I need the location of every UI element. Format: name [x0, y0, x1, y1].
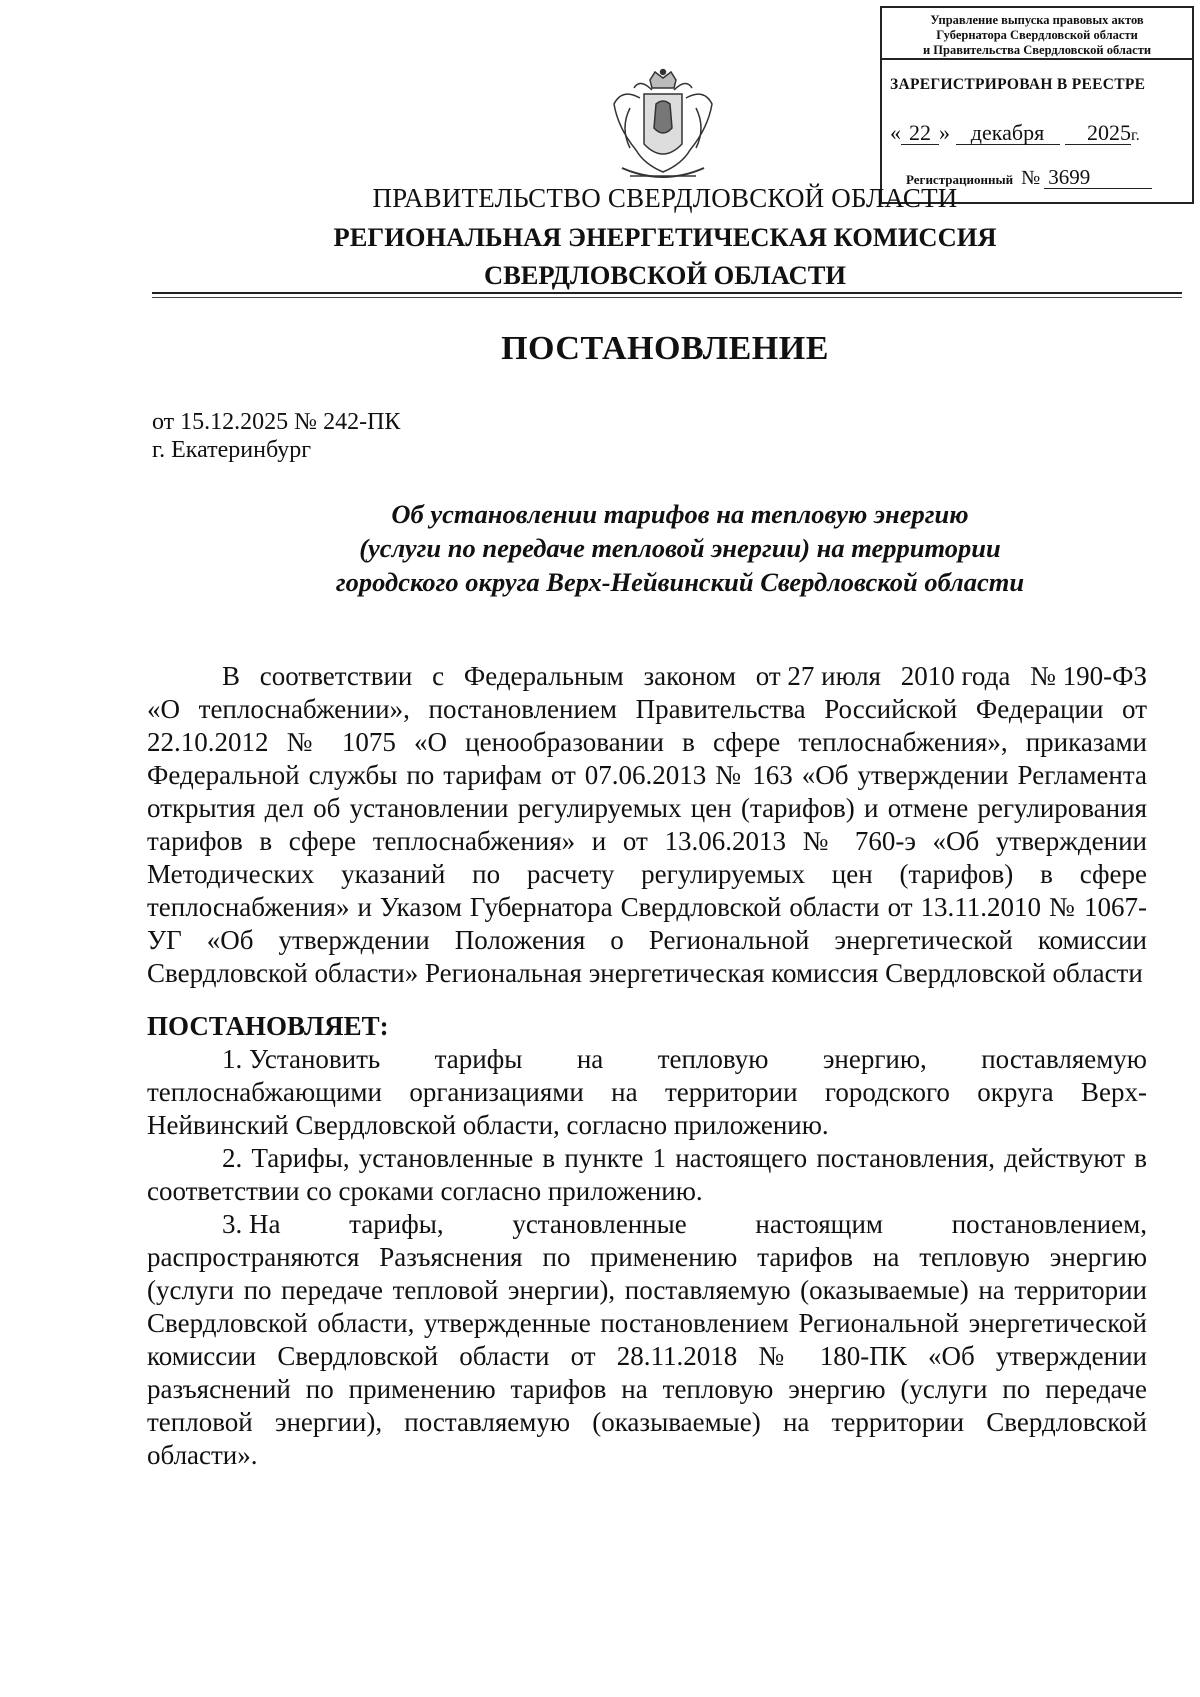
- document-type-title: ПОСТАНОВЛЕНИЕ: [501, 330, 829, 367]
- item-word: 3. На: [222, 1209, 281, 1239]
- item-word: на: [576, 1044, 604, 1074]
- stamp-year: 2025: [1065, 122, 1131, 145]
- registration-stamp: [880, 6, 1194, 204]
- government-name: ПРАВИТЕЛЬСТВО СВЕРДЛОВСКОЙ ОБЛАСТИ: [372, 183, 958, 213]
- preamble-word: законом: [643, 661, 736, 691]
- document-subject: [200, 497, 1160, 599]
- stamp-day: 22: [901, 122, 939, 145]
- preamble-text: «О теплоснабжении», постановлением Правительства Российской Федерации от 22.10.2012 № 1075 «О ценообразовании в сфере теплоснабжения», приказами Федеральной службы по тарифам от 07.06.2013 № 163 «Об утверждении Регламента открытия дел об установлении регулируемых цен (тарифов) и отмене регулирования тарифов в сфере теплоснабжения» и от 13.06.2013 № 760-э «Об утверждении Методических указаний по расчету регулируемых цен (тарифов) в сфере теплоснабжения» и Указом Губернатора Свердловской области от 13.11.2010 № 1067-УГ «Об утверждении Положения о Региональной энергетической комиссии Свердловской области» Региональная энергетическая комиссия Свердловской области: [147, 694, 1147, 988]
- item-word: установленные: [512, 1209, 687, 1239]
- stamp-close-quote: »: [939, 120, 950, 145]
- item-word: 1. Установить: [222, 1044, 381, 1074]
- stamp-year-suffix: г.: [1131, 127, 1140, 144]
- item-word: тарифы: [434, 1044, 523, 1074]
- header-divider: [152, 292, 1182, 294]
- stamp-registered-label: ЗАРЕГИСТРИРОВАН В РЕЕСТРЕ: [890, 76, 1146, 93]
- region-name: СВЕРДЛОВСКОЙ ОБЛАСТИ: [483, 260, 847, 290]
- item-2-text: 2. Тарифы, установленные в пункте 1 настоящего постановления, действуют в соответствии со сроками согласно приложению.: [147, 1143, 1147, 1206]
- preamble-word: Федеральным: [463, 661, 624, 691]
- item-word: постановлением,: [951, 1209, 1147, 1239]
- item-word: тарифы,: [349, 1209, 444, 1239]
- stamp-header-line: Губернатора Свердловской области: [936, 28, 1138, 42]
- document-date-number: от 15.12.2025 № 242-ПК: [152, 409, 401, 435]
- subject-line: (услуги по передаче тепловой энергии) на территории: [359, 533, 1001, 563]
- header-divider-thin: [152, 297, 1182, 298]
- item-1-first-line: [222, 1043, 1147, 1076]
- stamp-header-line: Управление выпуска правовых актов: [930, 13, 1144, 27]
- item-word: тепловую: [657, 1044, 769, 1074]
- preamble-word: соответствии: [259, 661, 413, 691]
- stamp-no-sign: №: [1021, 167, 1041, 189]
- stamp-date: [890, 120, 1140, 146]
- item-word: настоящим: [755, 1209, 884, 1239]
- preamble-word: В: [222, 661, 241, 691]
- stamp-reg-value: 3699: [1044, 166, 1152, 189]
- stamp-header: [882, 8, 1192, 60]
- coat-of-arms-icon: [600, 68, 726, 192]
- stamp-month: декабря: [956, 122, 1060, 145]
- resolves-heading: ПОСТАНОВЛЯЕТ:: [147, 1011, 389, 1041]
- document-meta: [152, 408, 400, 464]
- commission-name: РЕГИОНАЛЬНАЯ ЭНЕРГЕТИЧЕСКАЯ КОМИССИЯ: [333, 222, 997, 252]
- preamble-word: 2010 года: [900, 661, 1011, 691]
- stamp-header-line: и Правительства Свердловской области: [922, 43, 1152, 57]
- preamble-word: № 190-ФЗ: [1030, 661, 1147, 691]
- subject-line: городского округа Верх-Нейвинский Свердловской области: [335, 567, 1025, 597]
- subject-line: Об установлении тарифов на тепловую энергию: [391, 499, 969, 529]
- item-word: энергию,: [822, 1044, 927, 1074]
- preamble-word: от 27 июля: [755, 661, 881, 691]
- item-1-text: теплоснабжающими организациями на территории городского округа Верх-Нейвинский Свердловской области, согласно приложению.: [147, 1077, 1147, 1140]
- preamble-first-line: [222, 660, 1147, 693]
- stamp-open-quote: «: [890, 120, 901, 145]
- preamble-word: с: [432, 661, 445, 691]
- stamp-reg-label: Регистрационный: [906, 172, 1014, 187]
- item-3-text: распространяются Разъяснения по применению тарифов на тепловую энергию (услуги по передаче тепловой энергии), поставляемую (оказываемые) на территории Свердловской области, утвержденные постановлением Региональной энергетической комиссии Свердловской области от 28.11.2018 № 180-ПК «Об утверждении разъяснений по применению тарифов на тепловую энергию (услуги по передаче тепловой энергии), поставляемую (оказываемые) на территории Свердловской области».: [147, 1242, 1147, 1470]
- item-word: поставляемую: [981, 1044, 1147, 1074]
- document-city: г. Екатеринбург: [152, 437, 312, 463]
- item-3-first-line: [222, 1208, 1147, 1241]
